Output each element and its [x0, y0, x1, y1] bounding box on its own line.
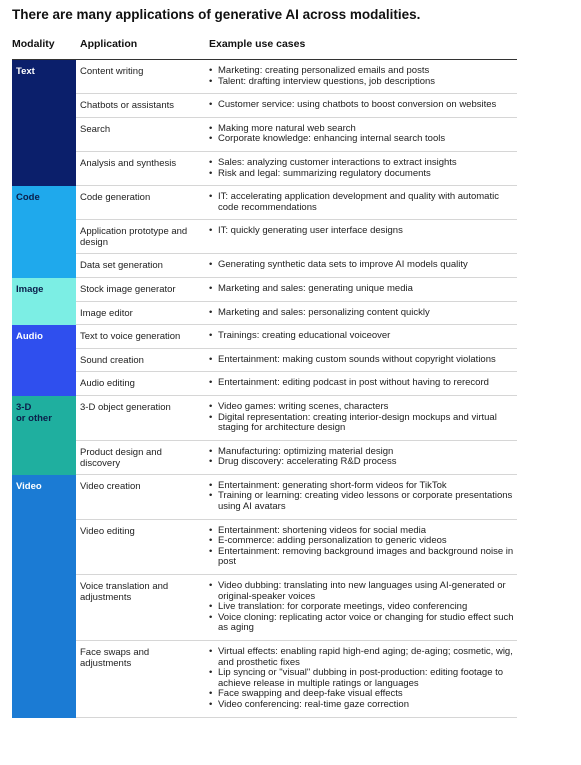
table-row — [76, 441, 517, 475]
table-row — [76, 641, 517, 718]
use-case-item: • Marketing: creating personalized emails and posts — [209, 66, 517, 77]
table-row — [76, 575, 517, 641]
use-case-item: • Voice cloning: replicating actor voice or changing for studio effect such as aging — [209, 613, 517, 634]
use-case-item: • Entertainment: editing podcast in post without having to rerecord — [209, 378, 517, 389]
use-case-item: • Trainings: creating educational voiceover — [209, 331, 517, 342]
modality-label: Code — [16, 192, 40, 204]
table-row — [76, 186, 517, 220]
use-case-item: • Live translation: for corporate meetings, video conferencing — [209, 602, 517, 613]
modality-cell — [12, 396, 76, 475]
use-case-item: • Drug discovery: accelerating R&D process — [209, 457, 517, 468]
table-row — [76, 396, 517, 441]
modality-group — [0, 325, 581, 396]
use-case-item: • Video dubbing: translating into new languages using AI-generated or original-speaker voices — [209, 581, 517, 602]
use-case-item: • Manufacturing: optimizing material design — [209, 447, 517, 458]
modality-group — [0, 396, 581, 475]
application-label: Face swaps and adjustments — [80, 647, 150, 669]
applications-table — [0, 60, 581, 718]
use-case-item: • Face swapping and deep-fake visual effects — [209, 689, 517, 700]
application-label: Sound creation — [80, 354, 144, 366]
use-case-item: • Digital representation: creating interior-design mockups and virtual staging for architecture design — [209, 413, 517, 434]
modality-group — [0, 186, 581, 278]
application-label: 3-D object generation — [80, 401, 171, 413]
use-case-item: • Sales: analyzing customer interactions to extract insights — [209, 158, 517, 169]
use-case-item: • E-commerce: adding personalization to generic videos — [209, 536, 517, 547]
application-label: Chatbots or assistants — [80, 100, 174, 112]
application-label: Text to voice generation — [80, 331, 181, 343]
modality-cell — [12, 475, 76, 718]
header-use-cases: Example use cases — [209, 38, 306, 50]
use-case-item: • Entertainment: generating short-form videos for TikTok — [209, 481, 517, 492]
table-row — [76, 254, 517, 278]
modality-label: Audio — [16, 331, 43, 343]
modality-group — [0, 278, 581, 325]
table-row — [76, 325, 517, 349]
modality-label: Text — [16, 66, 35, 77]
application-label: Image editor — [80, 307, 133, 319]
modality-cell — [12, 186, 76, 278]
use-case-item: • Customer service: using chatbots to boost conversion on websites — [209, 100, 517, 111]
application-label: Audio editing — [80, 378, 135, 390]
application-label: Product design and discovery — [80, 446, 162, 469]
use-case-item: • Risk and legal: summarizing regulatory documents — [209, 169, 517, 180]
table-row — [76, 152, 517, 186]
modality-cell — [12, 278, 76, 325]
table-row — [76, 94, 517, 118]
use-case-item: • Marketing and sales: generating unique media — [209, 284, 517, 295]
use-case-item: • Marketing and sales: personalizing content quickly — [209, 308, 517, 319]
application-label: Video creation — [80, 480, 141, 492]
use-case-item: • Generating synthetic data sets to improve AI models quality — [209, 260, 517, 271]
modality-cell — [12, 60, 76, 186]
application-label: Data set generation — [80, 260, 163, 272]
application-label: Stock image generator — [80, 283, 176, 295]
modality-label: 3-D or other — [16, 401, 52, 424]
modality-cell — [12, 325, 76, 396]
use-case-item: • Training or learning: creating video lessons or corporate presentations using AI avatars — [209, 491, 517, 512]
use-case-item: • IT: accelerating application development and quality with automatic code recommendations — [209, 192, 517, 213]
use-case-item: • Entertainment: shortening videos for social media — [209, 526, 517, 537]
use-case-item: • Video games: writing scenes, characters — [209, 402, 517, 413]
table-row — [76, 475, 517, 520]
use-case-item: • IT: quickly generating user interface designs — [209, 226, 517, 237]
modality-label: Image — [16, 283, 44, 295]
application-label: Voice translation and adjustments — [80, 581, 169, 604]
use-case-item: • Entertainment: making custom sounds without copyright violations — [209, 355, 517, 366]
modality-label: Video — [16, 480, 42, 492]
table-header — [0, 38, 581, 58]
modality-group — [0, 60, 581, 186]
table-row — [76, 60, 517, 94]
use-case-item: • Talent: drafting interview questions, job descriptions — [209, 77, 517, 88]
use-case-item: • Making more natural web search — [209, 124, 517, 135]
header-application: Application — [80, 38, 138, 50]
application-label: Code generation — [80, 192, 151, 204]
use-case-item: • Virtual effects: enabling rapid high-end aging; de-aging; cosmetic, wig, and prosthetic fixes — [209, 647, 517, 668]
use-case-item: • Corporate knowledge: enhancing internal search tools — [209, 134, 517, 145]
table-row — [76, 349, 517, 373]
table-row — [76, 372, 517, 396]
use-case-item: • Entertainment: removing background images and background noise in post — [209, 547, 517, 568]
header-modality: Modality — [12, 38, 55, 50]
application-label: Application prototype and design — [80, 226, 188, 249]
table-row — [76, 220, 517, 254]
application-label: Content writing — [80, 66, 144, 77]
page-title: There are many applications of generative AI across modalities. — [12, 7, 421, 22]
application-label: Video editing — [80, 525, 135, 537]
table-row — [76, 118, 517, 152]
use-case-item: • Video conferencing: real-time gaze correction — [209, 700, 517, 711]
table-row — [76, 278, 517, 302]
table-row — [76, 302, 517, 326]
application-label: Search — [80, 123, 111, 135]
table-row — [76, 520, 517, 575]
use-case-item: • Lip syncing or "visual" dubbing in post-production: editing footage to achieve release in multiple ratings or languages — [209, 668, 517, 689]
application-label: Analysis and synthesis — [80, 157, 177, 169]
modality-group — [0, 475, 581, 718]
